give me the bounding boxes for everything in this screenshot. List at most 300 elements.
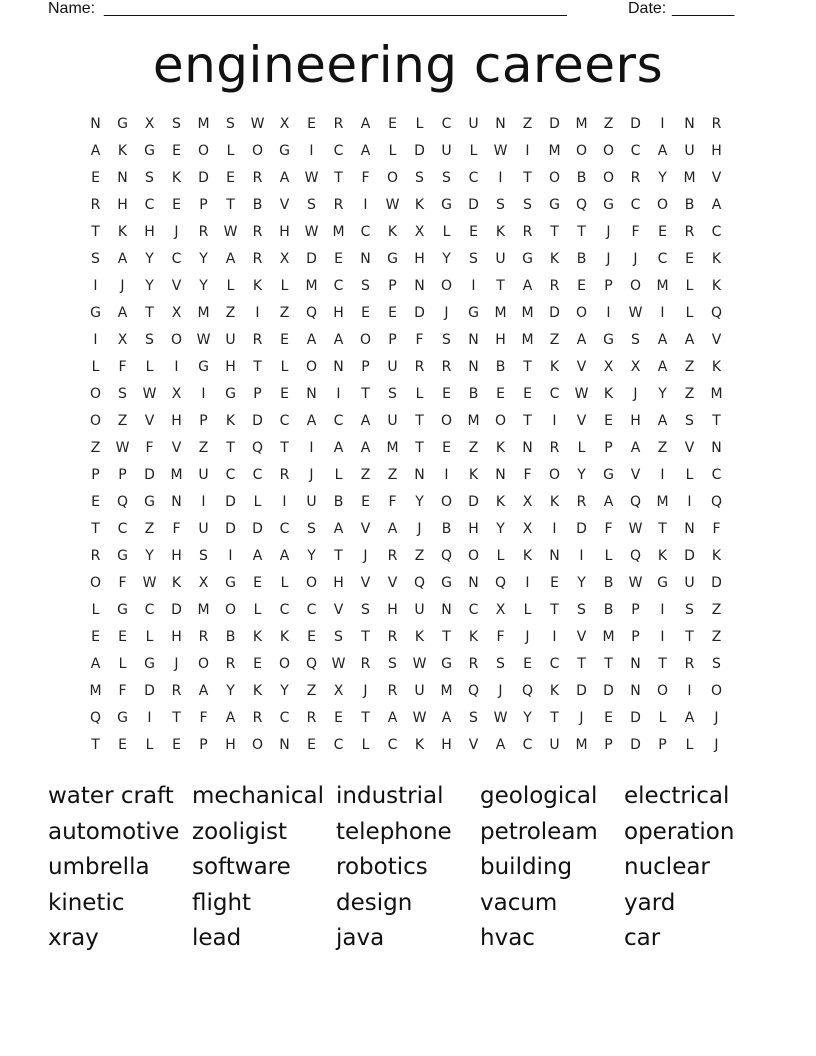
grid-letter: O — [494, 413, 507, 429]
grid-letter: A — [657, 413, 668, 429]
grid-letter: K — [549, 683, 560, 699]
grid-letter: P — [604, 737, 613, 753]
grid-letter: D — [630, 116, 641, 132]
grid-letter: C — [279, 413, 290, 429]
grid-letter: R — [441, 359, 452, 375]
grid-letter: B — [576, 170, 587, 186]
grid-letter: R — [90, 197, 101, 213]
grid-letter: Y — [199, 278, 208, 294]
grid-letter: T — [226, 197, 235, 213]
grid-letter: Y — [577, 575, 586, 591]
word-search-grid — [82, 111, 732, 759]
grid-letter: L — [253, 494, 262, 510]
grid-letter: R — [252, 170, 263, 186]
grid-letter: F — [118, 359, 127, 375]
grid-letter: F — [523, 467, 532, 483]
grid-letter: K — [468, 467, 479, 483]
grid-letter: X — [333, 683, 344, 699]
grid-letter: Q — [575, 197, 588, 213]
grid-letter: A — [576, 332, 587, 348]
grid-letter: W — [331, 656, 346, 672]
grid-letter: M — [602, 629, 615, 645]
grid-letter: Y — [280, 683, 289, 699]
grid-row — [82, 597, 732, 624]
grid-letter: T — [442, 629, 451, 645]
grid-letter: N — [468, 575, 479, 591]
grid-letter: Z — [225, 305, 236, 321]
grid-letter: K — [522, 548, 533, 564]
grid-letter: A — [630, 440, 641, 456]
grid-letter: U — [468, 116, 479, 132]
grid-letter: C — [306, 602, 317, 618]
grid-letter: Q — [305, 656, 318, 672]
grid-letter: R — [306, 710, 317, 726]
grid-letter: R — [90, 548, 101, 564]
grid-letter: Z — [684, 386, 695, 402]
word-list-item: robotics — [336, 854, 428, 880]
grid-letter: U — [441, 143, 452, 159]
grid-letter: U — [387, 413, 398, 429]
grid-letter: W — [412, 710, 427, 726]
grid-letter: H — [225, 737, 236, 753]
grid-letter: I — [606, 305, 611, 321]
grid-letter: O — [440, 278, 453, 294]
grid-letter: Q — [116, 494, 129, 510]
grid-letter: M — [197, 305, 210, 321]
grid-letter: L — [280, 575, 289, 591]
grid-letter: Z — [684, 359, 695, 375]
grid-letter: P — [91, 467, 100, 483]
grid-letter: V — [684, 440, 695, 456]
grid-letter: D — [171, 602, 182, 618]
grid-letter: K — [171, 575, 182, 591]
word-list-item: kinetic — [48, 889, 125, 916]
grid-letter: K — [225, 413, 236, 429]
grid-letter: E — [469, 224, 478, 240]
grid-letter: L — [226, 143, 235, 159]
grid-letter: S — [172, 116, 181, 132]
grid-letter: O — [359, 332, 372, 348]
grid-letter: L — [604, 548, 613, 564]
grid-letter: I — [552, 629, 557, 645]
grid-letter: A — [684, 710, 695, 726]
grid-letter: C — [333, 278, 344, 294]
grid-letter: O — [251, 737, 264, 753]
grid-letter: A — [117, 251, 128, 267]
grid-letter: J — [714, 737, 719, 753]
grid-letter: C — [171, 251, 182, 267]
grid-letter: N — [90, 116, 101, 132]
grid-letter: T — [334, 548, 343, 564]
grid-letter: A — [603, 494, 614, 510]
word-list-item: software — [192, 854, 291, 880]
grid-letter: P — [604, 440, 613, 456]
grid-letter: K — [711, 359, 722, 375]
grid-letter: S — [199, 548, 208, 564]
grid-letter: A — [252, 548, 263, 564]
grid-letter: W — [628, 305, 643, 321]
grid-letter: I — [660, 305, 665, 321]
grid-letter: J — [606, 224, 611, 240]
grid-row — [82, 327, 732, 354]
grid-letter: N — [279, 737, 290, 753]
grid-row — [82, 165, 732, 192]
grid-letter: W — [574, 386, 589, 402]
grid-letter: S — [145, 170, 154, 186]
grid-letter: C — [144, 602, 155, 618]
grid-letter: V — [360, 575, 371, 591]
grid-letter: X — [144, 116, 155, 132]
grid-letter: X — [603, 359, 614, 375]
grid-letter: T — [523, 413, 532, 429]
grid-letter: X — [414, 224, 425, 240]
grid-letter: N — [684, 116, 695, 132]
grid-letter: Z — [144, 521, 155, 537]
grid-letter: H — [144, 224, 155, 240]
grid-letter: S — [388, 386, 397, 402]
grid-letter: Z — [657, 440, 668, 456]
grid-letter: R — [684, 224, 695, 240]
grid-letter: A — [657, 143, 668, 159]
grid-letter: A — [360, 116, 371, 132]
grid-letter: E — [280, 386, 289, 402]
grid-letter: E — [253, 656, 262, 672]
grid-letter: Q — [305, 305, 318, 321]
grid-letter: Z — [468, 440, 479, 456]
grid-letter: O — [656, 197, 669, 213]
grid-letter: W — [223, 224, 238, 240]
grid-letter: X — [279, 116, 290, 132]
grid-row — [82, 489, 732, 516]
grid-letter: K — [711, 278, 722, 294]
grid-letter: L — [334, 467, 343, 483]
grid-letter: I — [660, 602, 665, 618]
grid-letter: V — [360, 521, 371, 537]
grid-letter: R — [414, 359, 425, 375]
grid-letter: G — [225, 386, 236, 402]
grid-letter: L — [145, 359, 154, 375]
grid-letter: Y — [415, 494, 424, 510]
grid-letter: S — [496, 197, 505, 213]
grid-letter: E — [361, 305, 370, 321]
grid-letter: C — [630, 143, 641, 159]
grid-letter: T — [334, 170, 343, 186]
grid-letter: S — [361, 278, 370, 294]
word-list-item: petroleam — [480, 818, 598, 845]
grid-letter: F — [496, 629, 505, 645]
grid-letter: L — [415, 386, 424, 402]
grid-letter: N — [684, 521, 695, 537]
grid-letter: A — [279, 170, 290, 186]
grid-letter: L — [226, 278, 235, 294]
grid-letter: J — [309, 467, 314, 483]
grid-letter: N — [414, 467, 425, 483]
grid-letter: G — [117, 602, 128, 618]
grid-letter: U — [306, 494, 317, 510]
grid-letter: X — [171, 305, 182, 321]
grid-letter: J — [579, 710, 584, 726]
grid-row — [82, 462, 732, 489]
grid-letter: O — [656, 683, 669, 699]
grid-letter: E — [334, 710, 343, 726]
grid-letter: L — [685, 737, 694, 753]
grid-letter: N — [360, 251, 371, 267]
grid-letter: H — [495, 332, 506, 348]
grid-letter: L — [118, 656, 127, 672]
grid-letter: C — [117, 521, 128, 537]
grid-letter: V — [171, 278, 182, 294]
grid-letter: B — [468, 386, 479, 402]
grid-letter: I — [93, 332, 98, 348]
grid-letter: T — [523, 359, 532, 375]
grid-row — [82, 408, 732, 435]
grid-letter: N — [468, 359, 479, 375]
word-list-item: yard — [624, 889, 676, 916]
grid-letter: T — [361, 386, 370, 402]
grid-letter: H — [441, 737, 452, 753]
grid-letter: E — [307, 629, 316, 645]
grid-letter: A — [657, 359, 668, 375]
grid-letter: H — [171, 413, 182, 429]
grid-letter: F — [415, 332, 424, 348]
grid-letter: H — [117, 197, 128, 213]
grid-letter: N — [468, 332, 479, 348]
grid-row — [82, 651, 732, 678]
grid-letter: R — [549, 440, 560, 456]
grid-letter: N — [630, 683, 641, 699]
grid-letter: U — [198, 467, 209, 483]
grid-letter: M — [332, 224, 345, 240]
grid-letter: X — [198, 575, 209, 591]
grid-letter: N — [495, 116, 506, 132]
grid-letter: H — [387, 602, 398, 618]
grid-letter: E — [604, 413, 613, 429]
grid-letter: K — [603, 386, 614, 402]
grid-letter: S — [307, 197, 316, 213]
grid-letter: A — [441, 710, 452, 726]
grid-letter: E — [280, 332, 289, 348]
grid-letter: S — [523, 197, 532, 213]
word-list-item: hvac — [480, 925, 535, 951]
grid-letter: P — [199, 197, 208, 213]
grid-letter: I — [660, 629, 665, 645]
grid-letter: F — [388, 494, 397, 510]
grid-letter: Q — [89, 710, 102, 726]
grid-letter: Q — [251, 440, 264, 456]
grid-letter: G — [225, 575, 236, 591]
grid-row — [82, 570, 732, 597]
grid-letter: Y — [226, 683, 235, 699]
grid-letter: T — [361, 629, 370, 645]
grid-letter: R — [225, 656, 236, 672]
word-list-item: zooligist — [192, 818, 287, 845]
grid-letter: N — [441, 602, 452, 618]
grid-letter: S — [91, 251, 100, 267]
grid-letter: U — [414, 683, 425, 699]
grid-letter: L — [145, 629, 154, 645]
grid-letter: V — [279, 197, 290, 213]
grid-letter: H — [171, 548, 182, 564]
grid-letter: I — [471, 278, 476, 294]
grid-letter: Z — [279, 305, 290, 321]
grid-letter: K — [495, 224, 506, 240]
word-list-item: mechanical — [192, 783, 324, 809]
grid-letter: N — [630, 656, 641, 672]
grid-letter: W — [412, 656, 427, 672]
grid-row — [82, 354, 732, 381]
grid-letter: F — [118, 575, 127, 591]
grid-letter: K — [252, 683, 263, 699]
grid-letter: C — [711, 467, 722, 483]
grid-letter: Y — [145, 278, 154, 294]
grid-row — [82, 111, 732, 138]
word-list-item: automotive — [48, 818, 180, 845]
grid-letter: C — [549, 656, 560, 672]
grid-letter: Y — [496, 521, 505, 537]
grid-letter: Z — [414, 548, 425, 564]
grid-letter: N — [711, 440, 722, 456]
grid-letter: G — [90, 305, 101, 321]
word-list-item: xray — [48, 925, 99, 951]
grid-letter: O — [575, 305, 588, 321]
grid-row — [82, 732, 732, 759]
grid-letter: R — [198, 224, 209, 240]
grid-letter: I — [228, 548, 233, 564]
grid-letter: Q — [413, 575, 426, 591]
grid-letter: R — [684, 656, 695, 672]
grid-letter: X — [117, 332, 128, 348]
grid-letter: E — [172, 197, 181, 213]
grid-letter: T — [550, 602, 559, 618]
grid-letter: N — [549, 548, 560, 564]
grid-letter: E — [172, 143, 181, 159]
grid-letter: J — [633, 251, 638, 267]
grid-letter: P — [631, 602, 640, 618]
grid-row — [82, 678, 732, 705]
grid-letter: A — [711, 197, 722, 213]
grid-letter: A — [387, 710, 398, 726]
grid-letter: M — [548, 143, 561, 159]
grid-letter: I — [498, 170, 503, 186]
grid-letter: W — [628, 521, 643, 537]
grid-letter: O — [710, 683, 723, 699]
grid-letter: J — [444, 305, 449, 321]
grid-row — [82, 192, 732, 219]
grid-letter: X — [630, 359, 641, 375]
grid-letter: D — [198, 170, 209, 186]
grid-letter: S — [685, 602, 694, 618]
grid-letter: G — [441, 575, 452, 591]
grid-row — [82, 543, 732, 570]
grid-letter: E — [361, 494, 370, 510]
grid-letter: K — [414, 737, 425, 753]
grid-letter: I — [309, 440, 314, 456]
grid-letter: D — [144, 683, 155, 699]
grid-letter: D — [576, 683, 587, 699]
grid-letter: X — [171, 386, 182, 402]
grid-letter: G — [117, 710, 128, 726]
grid-letter: B — [333, 494, 344, 510]
grid-letter: L — [496, 548, 505, 564]
grid-letter: Q — [521, 683, 534, 699]
grid-letter: O — [89, 386, 102, 402]
name-label: Name: — [48, 0, 96, 17]
grid-letter: L — [91, 602, 100, 618]
grid-letter: T — [253, 359, 262, 375]
grid-letter: L — [388, 143, 397, 159]
grid-letter: D — [225, 494, 236, 510]
grid-letter: K — [279, 629, 290, 645]
grid-letter: A — [225, 251, 236, 267]
grid-letter: K — [549, 251, 560, 267]
grid-letter: Z — [117, 413, 128, 429]
grid-letter: O — [278, 656, 291, 672]
grid-letter: G — [468, 305, 479, 321]
grid-letter: O — [251, 143, 264, 159]
word-list-item: telephone — [336, 818, 452, 845]
grid-letter: G — [144, 656, 155, 672]
grid-letter: E — [91, 170, 100, 186]
grid-letter: T — [523, 170, 532, 186]
grid-letter: O — [548, 467, 561, 483]
grid-letter: H — [414, 251, 425, 267]
grid-letter: V — [576, 413, 587, 429]
grid-letter: D — [684, 548, 695, 564]
grid-letter: K — [711, 251, 722, 267]
grid-letter: U — [684, 143, 695, 159]
grid-letter: Z — [603, 116, 614, 132]
grid-letter: E — [685, 251, 694, 267]
grid-letter: G — [117, 116, 128, 132]
grid-letter: A — [360, 413, 371, 429]
grid-letter: C — [333, 143, 344, 159]
grid-letter: K — [252, 278, 263, 294]
grid-letter: R — [387, 683, 398, 699]
grid-letter: B — [495, 359, 506, 375]
grid-letter: U — [549, 737, 560, 753]
word-list-item: design — [336, 889, 413, 916]
word-list-item: building — [480, 854, 573, 880]
grid-letter: C — [711, 224, 722, 240]
grid-letter: C — [468, 602, 479, 618]
grid-letter: E — [442, 386, 451, 402]
word-list-item: java — [336, 925, 385, 951]
grid-letter: X — [522, 521, 533, 537]
grid-letter: E — [604, 710, 613, 726]
grid-letter: A — [279, 548, 290, 564]
grid-letter: A — [333, 332, 344, 348]
grid-letter: L — [469, 143, 478, 159]
grid-letter: L — [442, 224, 451, 240]
grid-letter: P — [199, 413, 208, 429]
grid-letter: S — [307, 521, 316, 537]
grid-letter: O — [89, 575, 102, 591]
grid-letter: F — [118, 683, 127, 699]
grid-letter: C — [333, 737, 344, 753]
grid-letter: C — [630, 197, 641, 213]
grid-letter: D — [414, 143, 425, 159]
grid-letter: D — [144, 467, 155, 483]
grid-letter: M — [89, 683, 102, 699]
name-blank-line: ____________________________________________________ — [104, 0, 567, 17]
grid-letter: E — [334, 251, 343, 267]
grid-letter: W — [250, 116, 265, 132]
grid-letter: D — [252, 521, 263, 537]
grid-letter: M — [656, 494, 669, 510]
grid-letter: G — [603, 197, 614, 213]
grid-letter: O — [224, 602, 237, 618]
grid-letter: I — [660, 467, 665, 483]
